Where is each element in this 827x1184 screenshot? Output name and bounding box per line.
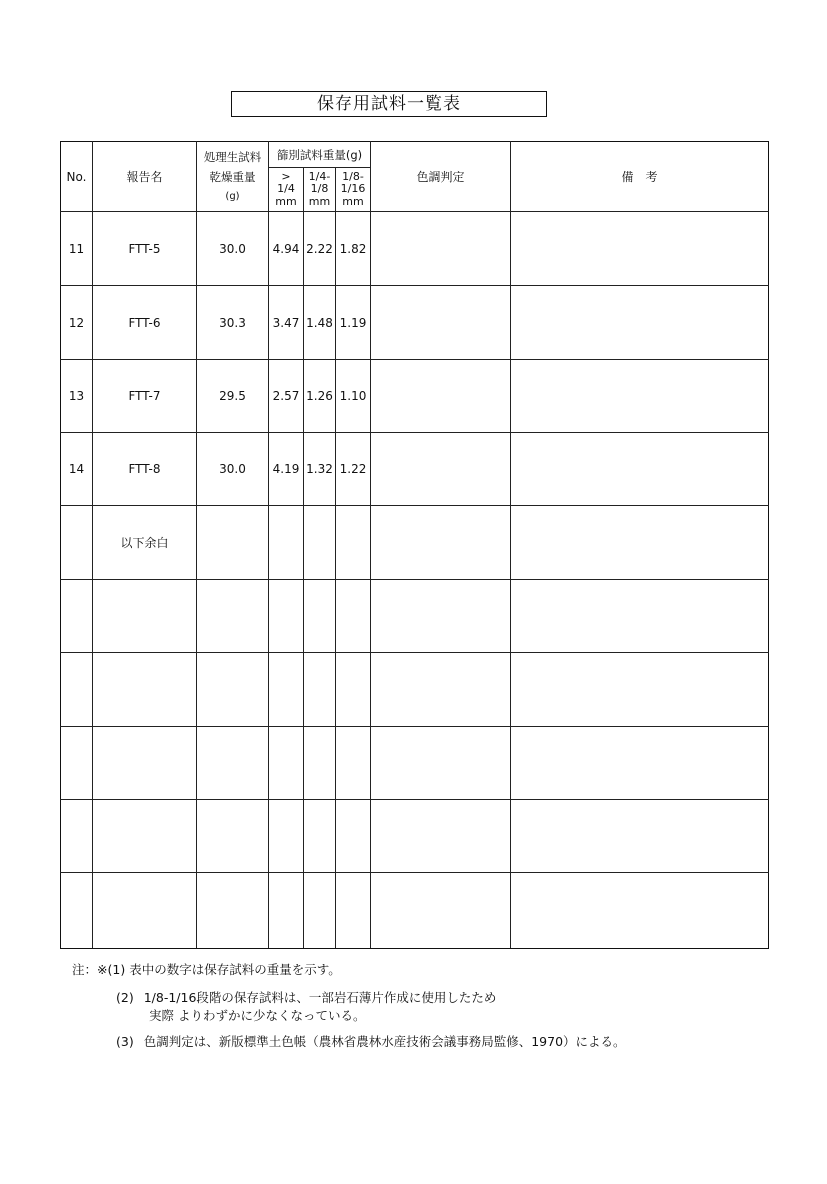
cell-dry-weight — [197, 873, 269, 949]
cell-dry-weight — [197, 506, 269, 580]
header-dry-weight — [197, 142, 269, 212]
table-row — [61, 727, 769, 800]
cell-sieve-3 — [336, 506, 371, 580]
cell-sieve-1 — [269, 800, 304, 873]
document-title: 保存用試料一覧表 — [231, 91, 547, 117]
notes-prefix: 注： — [72, 962, 98, 977]
cell-color — [371, 580, 511, 653]
table-row — [61, 360, 769, 433]
table-row — [61, 580, 769, 653]
header-remarks: 備 考 — [511, 142, 769, 212]
cell-sieve-2 — [304, 800, 336, 873]
cell-remarks — [511, 800, 769, 873]
cell-report-name — [93, 580, 197, 653]
cell-sieve-3: 1.10 — [336, 360, 371, 433]
cell-report-name: 以下余白 — [93, 506, 197, 580]
cell-sieve-3 — [336, 800, 371, 873]
table-row — [61, 433, 769, 506]
cell-dry-weight — [197, 653, 269, 727]
cell-no — [61, 727, 93, 800]
cell-dry-weight: 29.5 — [197, 360, 269, 433]
note-2-mark: (2) — [116, 990, 134, 1005]
cell-sieve-1 — [269, 506, 304, 580]
note-3-text: 色調判定は、新版標準土色帳（農林省農林水産技術会議事務局監修、1970）による。 — [143, 1034, 626, 1049]
cell-color — [371, 727, 511, 800]
cell-sieve-1: 2.57 — [269, 360, 304, 433]
cell-report-name: FTT-7 — [93, 360, 197, 433]
cell-report-name — [93, 873, 197, 949]
cell-report-name — [93, 653, 197, 727]
cell-sieve-2 — [304, 580, 336, 653]
note-1-text: 表中の数字は保存試料の重量を示す。 — [129, 962, 341, 977]
cell-sieve-1 — [269, 653, 304, 727]
cell-report-name: FTT-6 — [93, 286, 197, 360]
cell-sieve-1 — [269, 580, 304, 653]
header-dry-weight-line2: 乾燥重量 — [209, 169, 256, 184]
table-row — [61, 653, 769, 727]
cell-sieve-1: 4.94 — [269, 212, 304, 286]
cell-sieve-3 — [336, 653, 371, 727]
cell-no: 14 — [61, 433, 93, 506]
cell-sieve-3: 1.19 — [336, 286, 371, 360]
cell-no: 13 — [61, 360, 93, 433]
header-report-name: 報告名 — [93, 142, 197, 212]
header-color: 色調判定 — [371, 142, 511, 212]
table-row — [61, 873, 769, 949]
cell-sieve-2 — [304, 653, 336, 727]
cell-no — [61, 800, 93, 873]
cell-sieve-3: 1.22 — [336, 433, 371, 506]
cell-sieve-2: 1.26 — [304, 360, 336, 433]
header-no: No. — [61, 142, 93, 212]
cell-sieve-1 — [269, 873, 304, 949]
cell-remarks — [511, 873, 769, 949]
note-2-text-continued: 実際 よりわずかに少なくなっている。 — [149, 1008, 366, 1023]
cell-dry-weight — [197, 580, 269, 653]
cell-report-name — [93, 727, 197, 800]
cell-sieve-2 — [304, 873, 336, 949]
header-sieve-group: 篩別試料重量(g) — [269, 142, 371, 168]
cell-report-name: FTT-5 — [93, 212, 197, 286]
cell-no — [61, 873, 93, 949]
header-sieve-2: 1/4- 1/8 mm — [304, 168, 336, 212]
cell-remarks — [511, 580, 769, 653]
table-row — [61, 800, 769, 873]
table-row — [61, 286, 769, 360]
header-sieve-1: > 1/4 mm — [269, 168, 304, 212]
cell-sieve-3 — [336, 873, 371, 949]
cell-remarks — [511, 727, 769, 800]
cell-sieve-1: 4.19 — [269, 433, 304, 506]
note-1-mark: ※(1) — [97, 962, 126, 977]
cell-sieve-2: 2.22 — [304, 212, 336, 286]
cell-remarks — [511, 360, 769, 433]
cell-no — [61, 580, 93, 653]
sample-table — [60, 141, 769, 949]
note-3-mark: (3) — [116, 1034, 134, 1049]
cell-dry-weight — [197, 800, 269, 873]
cell-no — [61, 506, 93, 580]
cell-remarks — [511, 653, 769, 727]
cell-sieve-1 — [269, 727, 304, 800]
cell-dry-weight — [197, 727, 269, 800]
cell-sieve-1: 3.47 — [269, 286, 304, 360]
cell-report-name — [93, 800, 197, 873]
cell-sieve-2 — [304, 506, 336, 580]
header-sieve-3: 1/8- 1/16 mm — [336, 168, 371, 212]
cell-dry-weight: 30.0 — [197, 433, 269, 506]
cell-remarks — [511, 506, 769, 580]
cell-sieve-2 — [304, 727, 336, 800]
note-2-text: 1/8-1/16段階の保存試料は、一部岩石薄片作成に使用したため — [143, 990, 497, 1005]
cell-sieve-3 — [336, 580, 371, 653]
cell-color — [371, 212, 511, 286]
cell-remarks — [511, 433, 769, 506]
cell-color — [371, 286, 511, 360]
cell-report-name: FTT-8 — [93, 433, 197, 506]
cell-remarks — [511, 286, 769, 360]
cell-color — [371, 800, 511, 873]
cell-color — [371, 360, 511, 433]
cell-color — [371, 433, 511, 506]
cell-dry-weight: 30.0 — [197, 212, 269, 286]
table-row — [61, 212, 769, 286]
cell-color — [371, 873, 511, 949]
cell-no: 11 — [61, 212, 93, 286]
cell-color — [371, 506, 511, 580]
cell-sieve-3 — [336, 727, 371, 800]
cell-no: 12 — [61, 286, 93, 360]
cell-color — [371, 653, 511, 727]
cell-sieve-2: 1.32 — [304, 433, 336, 506]
cell-no — [61, 653, 93, 727]
cell-sieve-3: 1.82 — [336, 212, 371, 286]
cell-sieve-2: 1.48 — [304, 286, 336, 360]
header-dry-weight-unit: (g) — [225, 190, 240, 202]
cell-dry-weight: 30.3 — [197, 286, 269, 360]
cell-remarks — [511, 212, 769, 286]
table-row — [61, 506, 769, 580]
header-dry-weight-line1: 処理生試料 — [203, 149, 262, 164]
